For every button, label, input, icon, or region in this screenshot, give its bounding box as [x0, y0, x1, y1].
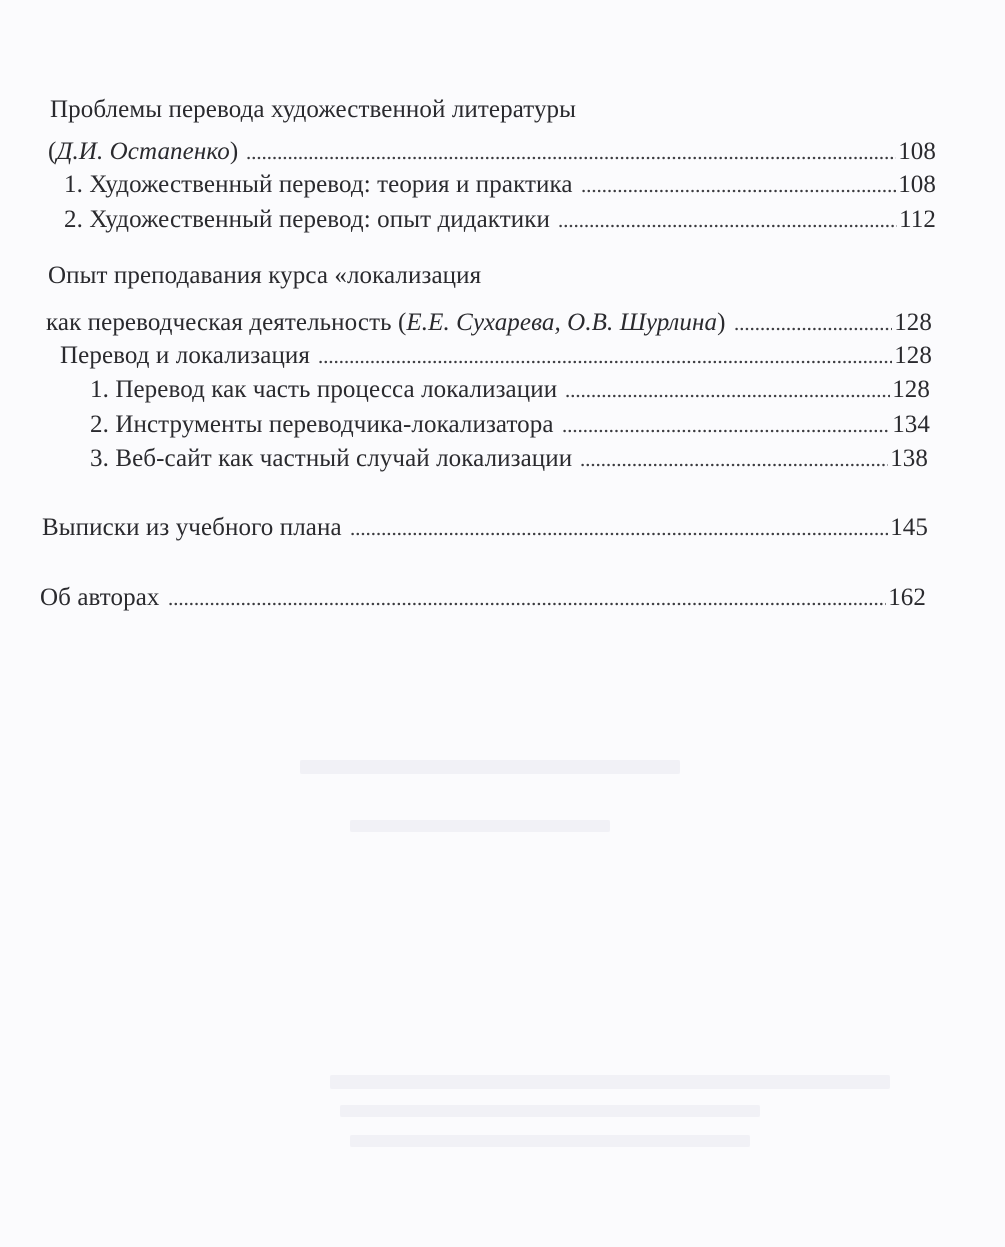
show-through-mark: [350, 820, 610, 832]
toc-entry-subsection: [60, 341, 932, 371]
show-through-mark: [350, 1135, 750, 1147]
toc-entry-title: Выписки из учебного плана: [42, 514, 342, 541]
author-name: Д.И. Остапенко: [56, 138, 230, 165]
toc-entry-title: 3. Веб-сайт как частный случай локализации: [90, 445, 573, 472]
leader-dots: [350, 532, 889, 536]
toc-section-title: Проблемы перевода художественной литературы: [50, 96, 577, 123]
toc-entry-item: [64, 170, 936, 200]
toc-entry-title: 1. Художественный перевод: теория и практика: [64, 171, 573, 198]
page-number: 128: [894, 309, 932, 336]
toc-entry-item: [90, 410, 930, 440]
page-number: 108: [898, 138, 936, 165]
page-number: 134: [892, 411, 930, 438]
toc-entry-title: Перевод и локализация: [60, 342, 311, 369]
leader-dots: [168, 602, 887, 606]
toc-entry-item: [90, 444, 928, 474]
toc-entry-title: Об авторах: [40, 584, 160, 611]
toc-entry-item: [64, 205, 936, 235]
toc-entry-title: 1. Перевод как часть процесса локализации: [90, 376, 558, 403]
show-through-mark: [300, 760, 680, 774]
toc-entry-title: 2. Художественный перевод: опыт дидактики: [64, 206, 550, 233]
page-number: 162: [888, 584, 926, 611]
leader-dots: [565, 394, 890, 398]
page-number: 128: [892, 376, 930, 403]
leader-dots: [581, 189, 897, 193]
leader-dots: [734, 327, 893, 331]
leader-dots: [562, 429, 891, 433]
page-number: 145: [890, 514, 928, 541]
toc-entry-title: (Д.И. Остапенко): [48, 138, 239, 165]
leader-dots: [318, 360, 892, 364]
author-names: Е.Е. Сухарева, О.В. Шурлина: [406, 309, 718, 336]
leader-dots: [580, 463, 888, 467]
show-through-mark: [330, 1075, 890, 1089]
page-number: 128: [894, 342, 932, 369]
toc-entry-section1: [48, 137, 936, 167]
toc-entry-title: 2. Инструменты переводчика-локализатора: [90, 411, 554, 438]
page-number: 138: [890, 445, 928, 472]
toc-section-title: Опыт преподавания курса «локализация: [48, 262, 482, 289]
toc-entry-item: [90, 375, 930, 405]
toc-entry-section4: [40, 583, 926, 613]
page-number: 108: [898, 171, 936, 198]
toc-entry-section2: [46, 308, 932, 338]
toc-entry-section3: [42, 513, 928, 543]
leader-dots: [246, 156, 896, 160]
toc-entry-title: как переводческая деятельность (Е.Е. Сухарева, О.В. Шурлина): [46, 309, 726, 336]
page-number: 112: [899, 206, 936, 233]
show-through-mark: [340, 1105, 760, 1117]
leader-dots: [558, 224, 897, 228]
